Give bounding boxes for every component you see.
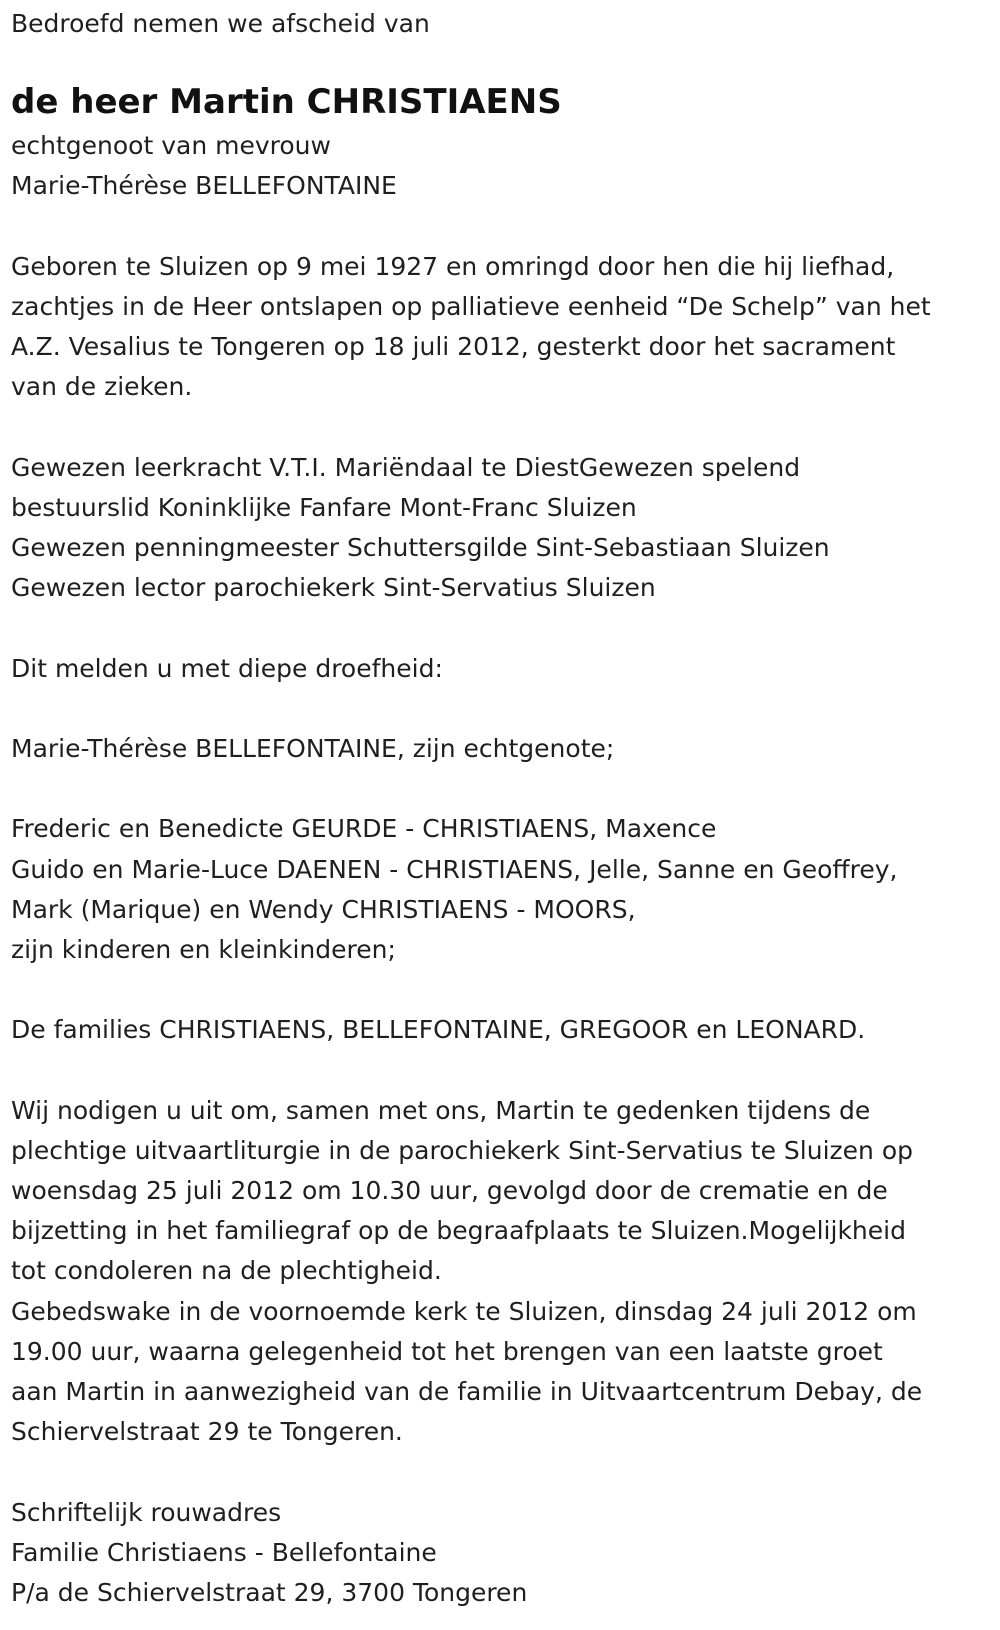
text-line: woensdag 25 juli 2012 om 10.30 uur, gevolgd door de crematie en de — [11, 1176, 888, 1206]
deceased-name: de heer Martin CHRISTIAENS — [11, 82, 562, 123]
text-line: Gebedswake in de voornoemde kerk te Sluizen, dinsdag 24 juli 2012 om — [11, 1296, 917, 1326]
paragraph-gap — [11, 408, 986, 448]
intro-line: Bedroefd nemen we afscheid van — [11, 9, 430, 38]
families-line: De families CHRISTIAENS, BELLEFONTAINE, GREGOOR en LEONARD. — [11, 1015, 866, 1045]
spouse-entry: Marie-Thérèse BELLEFONTAINE, zijn echtgenote; — [11, 734, 615, 763]
text-line: tot condoleren na de plechtigheid. — [11, 1256, 442, 1286]
text-line: Gewezen lector parochiekerk Sint-Servatius Sluizen — [11, 573, 656, 603]
paragraph-gap — [11, 970, 986, 1010]
announcement-line: Dit melden u met diepe droefheid: — [11, 653, 443, 683]
paragraph-gap — [11, 608, 986, 648]
text-line: P/a de Schiervelstraat 29, 3700 Tongeren — [11, 1577, 528, 1607]
spouse-line: Marie-Thérèse BELLEFONTAINE — [11, 171, 397, 201]
text-line: Mark (Marique) en Wendy CHRISTIAENS - MOORS, — [11, 894, 636, 924]
birth-death-paragraph — [11, 247, 986, 408]
spouse-line: echtgenoot van mevrouw — [11, 131, 331, 161]
roles-paragraph — [11, 448, 986, 609]
text-line: van de zieken. — [11, 372, 193, 402]
children-paragraph — [11, 809, 986, 970]
text-line: Geboren te Sluizen op 9 mei 1927 en omringd door hen die hij liefhad, — [11, 251, 895, 281]
text-line: zachtjes in de Heer ontslapen op palliatieve eenheid “De Schelp” van het — [11, 291, 931, 321]
paragraph-gap — [11, 1452, 986, 1492]
text-line: 19.00 uur, waarna gelegenheid tot het brengen van een laatste groet — [11, 1336, 883, 1366]
address-paragraph — [11, 1493, 986, 1614]
paragraph-gap — [11, 769, 986, 809]
text-line: Frederic en Benedicte GEURDE - CHRISTIAENS, Maxence — [11, 814, 717, 844]
text-line: Gewezen leerkracht V.T.I. Mariëndaal te DiestGewezen spelend — [11, 452, 801, 482]
text-line: Familie Christiaens - Bellefontaine — [11, 1537, 437, 1567]
text-line: Wij nodigen u uit om, samen met ons, Martin te gedenken tijdens de — [11, 1095, 871, 1125]
text-line: Schiervelstraat 29 te Tongeren. — [11, 1417, 403, 1447]
text-line: Guido en Marie-Luce DAENEN - CHRISTIAENS, Jelle, Sanne en Geoffrey, — [11, 854, 898, 884]
paragraph-gap — [11, 1051, 986, 1091]
paragraph-gap — [11, 689, 986, 729]
text-line: A.Z. Vesalius te Tongeren op 18 juli 2012, gesterkt door het sacrament — [11, 332, 896, 362]
text-line: bestuurslid Koninklijke Fanfare Mont-Franc Sluizen — [11, 492, 637, 522]
paragraph-gap — [11, 207, 986, 247]
obituary-notice — [11, 4, 986, 1613]
text-line: Schriftelijk rouwadres — [11, 1497, 282, 1527]
text-line: Gewezen penningmeester Schuttersgilde Sint-Sebastiaan Sluizen — [11, 533, 830, 563]
ceremony-paragraph — [11, 1091, 986, 1453]
text-line: aan Martin in aanwezigheid van de familie in Uitvaartcentrum Debay, de — [11, 1377, 923, 1406]
text-line: zijn kinderen en kleinkinderen; — [11, 934, 396, 964]
text-line: plechtige uitvaartliturgie in de parochiekerk Sint-Servatius te Sluizen op — [11, 1135, 913, 1165]
text-line: bijzetting in het familiegraf op de begraafplaats te Sluizen.Mogelijkheid — [11, 1216, 906, 1246]
